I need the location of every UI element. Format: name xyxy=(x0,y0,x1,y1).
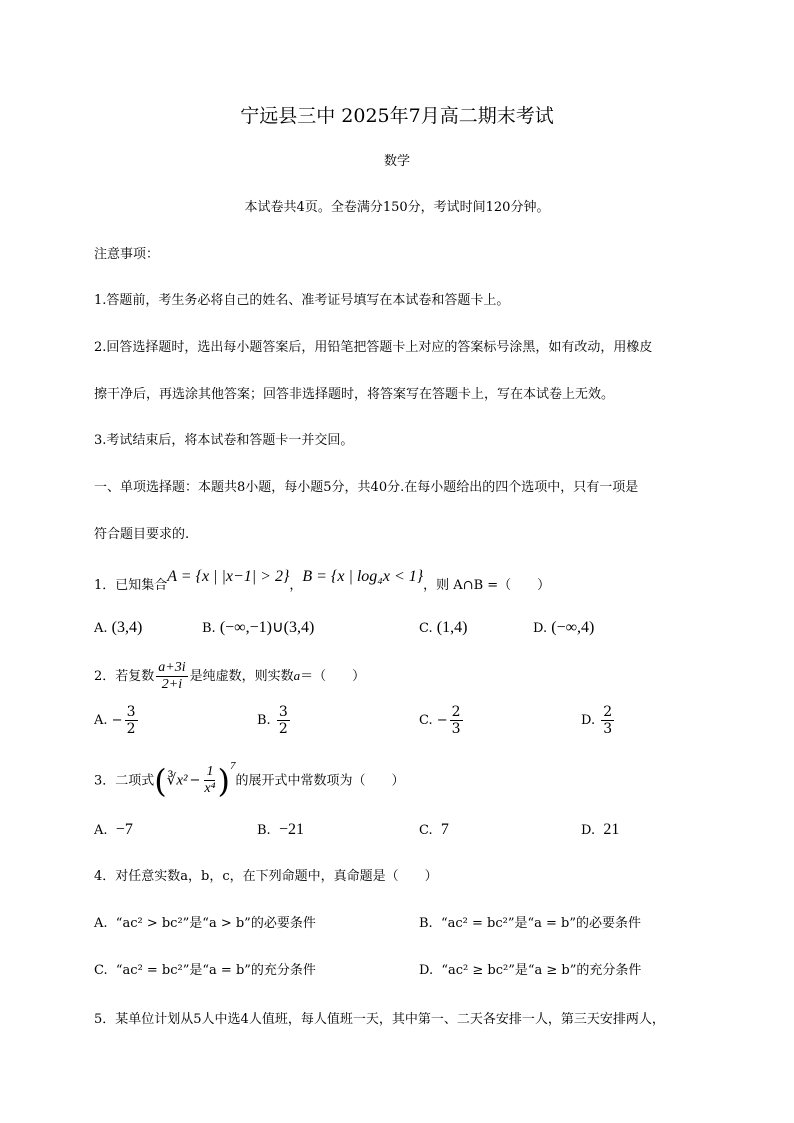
q4-option-b: B. “ac² = bc²”是“a = b”的必要条件 xyxy=(419,916,641,931)
q3-option-d: D. 21 xyxy=(581,821,620,838)
q3-option-c: C. 7 xyxy=(419,821,449,838)
question-5-stem: 5．某单位计划从5人中选4人值班，每人值班一天，其中第一、二天各安排一人，第三天安排两人， xyxy=(94,1012,665,1027)
q1-set-b: B = {x | log₄x < 1} xyxy=(302,568,424,585)
q1-set-a: A = {x | |x−1| > 2} xyxy=(167,568,290,585)
note-item-2a: 2.回答选择题时，选出每小题答案后，用铅笔把答题卡上对应的答案标号涂黑，如有改动，用橡皮 xyxy=(94,340,653,355)
subject-label: 数学 xyxy=(383,154,410,169)
question-4-stem: 4．对任意实数a，b，c，在下列命题中，真命题是（ ） xyxy=(94,869,438,884)
q4-option-a: A. “ac² > bc²”是“a > b”的必要条件 xyxy=(94,916,316,931)
q3-option-b: B. −21 xyxy=(257,821,304,838)
q1-suffix: ，则 A∩B =（ ） xyxy=(423,578,551,593)
q1-option-c: C. (1,4) xyxy=(419,619,468,636)
q1-prefix: 1．已知集合 xyxy=(94,578,168,593)
q3-fraction: $\frac{1}{\text{x⁴}}$ xyxy=(204,764,216,797)
q2-tail: ＝（ ） xyxy=(300,669,366,684)
note-item-2b: 擦干净后，再选涂其他答案；回答非选择题时，将答案写在答题卡上，写在本试卷上无效。 xyxy=(94,387,615,402)
q2-prefix: 2．若复数 xyxy=(94,669,155,684)
q4-option-c: C. “ac² = bc²”是“a = b”的充分条件 xyxy=(94,963,316,978)
q2-option-d: D. $\frac{2}{3}$ xyxy=(581,704,613,737)
exam-info: 本试卷共4页。全卷满分150分，考试时间120分钟。 xyxy=(244,200,550,215)
question-3-stem: 3．二项式(∛x² − $\frac{1}{\text{x⁴}}$ )$^7$的展开式中常数项为（ ） xyxy=(94,760,405,800)
notes-heading: 注意事项： xyxy=(94,247,160,262)
q4-option-d: D. “ac² ≥ bc²”是“a ≥ b”的充分条件 xyxy=(419,963,642,978)
q3-suffix: 的展开式中常数项为（ ） xyxy=(235,773,405,789)
q1-option-b: B. (−∞,−1)∪(3,4) xyxy=(202,619,315,636)
q2-fraction: $\frac{a+3i}{2+i}$ xyxy=(158,660,186,692)
q1-option-d: D. (−∞,4) xyxy=(533,619,595,636)
exam-title: 宁远县三中 2025年7月高二期末考试 xyxy=(240,105,554,127)
section-1-line-2: 符合题目要求的. xyxy=(94,527,190,542)
q2-var: a xyxy=(293,668,301,683)
question-2-stem xyxy=(94,658,365,694)
q1-option-a: A. (3,4) xyxy=(94,619,143,636)
q2-option-a: A. − $\frac{3}{2}$ xyxy=(94,704,136,737)
q3-prefix: 3．二项式 xyxy=(94,773,155,789)
section-1-line-1: 一、单项选择题：本题共8小题，每小题5分，共40分.在每小题给出的四个选项中，只有一项是 xyxy=(94,480,639,495)
note-item-1: 1.答题前，考生务必将自己的姓名、准考证号填写在本试卷和答题卡上。 xyxy=(94,293,510,308)
q3-power: 7 xyxy=(229,760,236,772)
note-item-3: 3.考试结束后，将本试卷和答题卡一并交回。 xyxy=(94,433,354,448)
question-1-stem: 1．已知集合A = {x | |x−1| > 2}，B = {x | log₄x < 1}，则 A∩B =（ ） xyxy=(94,568,551,593)
q3-root: ∛x² xyxy=(166,772,188,789)
q2-suffix: 是纯虚数，则实数 xyxy=(189,669,294,684)
q2-option-c: C. − $\frac{2}{3}$ xyxy=(419,704,461,737)
q2-option-b: B. $\frac{3}{2}$ xyxy=(257,704,288,737)
q3-option-a: A. −7 xyxy=(94,821,133,838)
